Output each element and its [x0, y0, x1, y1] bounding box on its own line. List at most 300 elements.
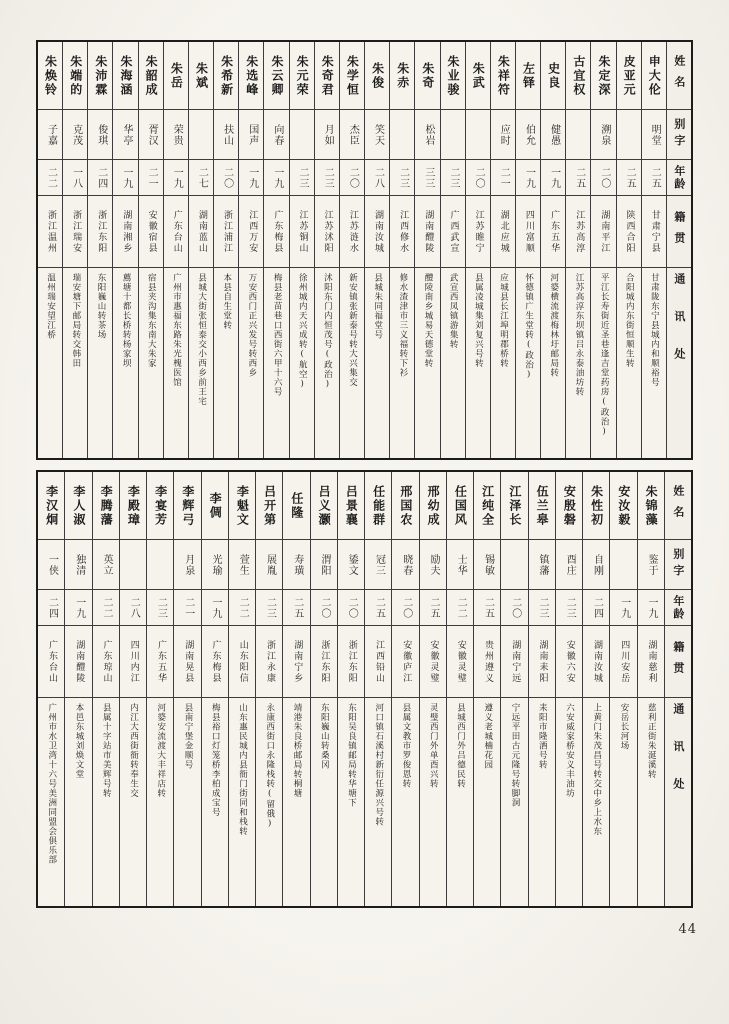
person-address: 武宣西凤镇游集转: [448, 273, 459, 349]
person-native: 浙江温州: [45, 209, 56, 254]
native-cell: [642, 196, 666, 268]
person-column: [466, 42, 491, 458]
native-cell: [338, 626, 364, 698]
age-cell: [139, 160, 163, 196]
person-name: 朱云卿: [269, 54, 284, 97]
person-address: 东阳巍山转茶场: [95, 273, 106, 340]
person-column: [591, 42, 616, 458]
address-cell: [491, 268, 515, 458]
name-cell: [617, 42, 641, 110]
person-address: 广州市水卫湾十六号美洲同盟会俱乐部: [46, 703, 57, 865]
person-alias: 萱生: [237, 553, 249, 576]
alias-cell: [541, 110, 565, 160]
native-cell: [556, 626, 582, 698]
address-cell: [38, 268, 62, 458]
person-native: 广东琼山: [101, 639, 112, 684]
alias-cell: [501, 540, 527, 590]
person-age: 一九: [120, 166, 132, 189]
person-age: 二一: [498, 166, 510, 189]
person-column: [566, 42, 591, 458]
person-name: 朱赤: [395, 61, 410, 90]
name-cell: [239, 42, 263, 110]
header-name-cell: [667, 42, 691, 110]
person-name: 朱学恒: [345, 54, 360, 97]
person-native: 广东五华: [549, 209, 560, 254]
person-age: 二二: [237, 596, 249, 619]
person-name: 朱俊: [370, 61, 385, 90]
header-name-cell: [665, 472, 691, 540]
alias-cell: [202, 540, 228, 590]
person-column: [583, 472, 610, 906]
person-column: [239, 42, 264, 458]
person-name: 吕景襄: [344, 484, 359, 527]
person-name: 李倜: [208, 491, 223, 520]
address-cell: [120, 698, 146, 906]
person-alias: 月泉: [182, 553, 194, 576]
header-alias-cell: [667, 110, 691, 160]
native-cell: [256, 626, 282, 698]
alias-cell: [38, 110, 62, 160]
name-cell: [147, 472, 173, 540]
person-name: 吕义灏: [317, 484, 332, 527]
native-cell: [541, 196, 565, 268]
person-name: 江纯全: [480, 484, 495, 527]
directory-table-bottom: [36, 470, 693, 908]
age-cell: [189, 160, 213, 196]
age-cell: [63, 160, 87, 196]
name-cell: [610, 472, 636, 540]
person-address: 合阳城内东街恒顺生转: [624, 273, 635, 368]
header-column: [665, 472, 691, 906]
person-column: [290, 42, 315, 458]
address-cell: [338, 698, 364, 906]
person-age: 一九: [73, 596, 85, 619]
person-column: [174, 472, 201, 906]
age-cell: [617, 160, 641, 196]
header-label-alias: 别字: [671, 548, 685, 581]
person-age: 二〇: [598, 166, 610, 189]
native-cell: [447, 626, 473, 698]
alias-cell: [516, 110, 540, 160]
person-age: 一九: [171, 166, 183, 189]
person-column: [447, 472, 474, 906]
person-alias: 镇藩: [537, 553, 549, 576]
native-cell: [113, 196, 137, 268]
age-cell: [290, 160, 314, 196]
address-cell: [642, 268, 666, 458]
native-cell: [63, 196, 87, 268]
address-cell: [65, 698, 91, 906]
person-column: [214, 42, 239, 458]
header-alias-cell: [665, 540, 691, 590]
name-cell: [113, 42, 137, 110]
person-address: 沭阳东门内恒茂号(政治): [322, 273, 333, 390]
person-address: 县属凌城集刘复兴号转: [473, 273, 484, 368]
native-cell: [147, 626, 173, 698]
native-cell: [583, 626, 609, 698]
person-native: 湖南宁远: [510, 639, 521, 684]
person-address: 靖港朱良桥邮局转桐塘: [291, 703, 302, 798]
age-cell: [120, 590, 146, 626]
person-age: 二二: [45, 166, 57, 189]
person-native: 安徽灵璧: [428, 639, 439, 684]
name-cell: [189, 42, 213, 110]
person-address: 内江大西街衙转奉生交: [128, 703, 139, 798]
age-cell: [93, 590, 119, 626]
person-age: 三三: [422, 166, 434, 189]
age-cell: [516, 160, 540, 196]
alias-cell: [390, 110, 414, 160]
person-address: 县城朱同福堂号: [372, 273, 383, 340]
person-native: 浙江浦江: [222, 209, 233, 254]
person-name: 任能群: [371, 484, 386, 527]
address-cell: [556, 698, 582, 906]
name-cell: [340, 42, 364, 110]
person-age: 二三: [564, 596, 576, 619]
name-cell: [93, 472, 119, 540]
person-address: 江苏高淳东坝镇吕永泰油坊转: [573, 273, 584, 397]
person-alias: 冠三: [373, 553, 385, 576]
person-column: [556, 472, 583, 906]
age-cell: [365, 590, 391, 626]
alias-cell: [65, 540, 91, 590]
name-cell: [63, 42, 87, 110]
age-cell: [447, 590, 473, 626]
person-column: [311, 472, 338, 906]
person-address: 县属十字站市美辉号转: [101, 703, 112, 798]
person-address: 修水渣津市三义福转下衫: [397, 273, 408, 378]
age-cell: [566, 160, 590, 196]
person-native: 浙江东阳: [346, 639, 357, 684]
person-alias: 明堂: [649, 123, 661, 146]
native-cell: [491, 196, 515, 268]
person-age: 一九: [523, 166, 535, 189]
person-native: 江西修水: [398, 209, 409, 254]
person-name: 朱选峰: [244, 54, 259, 97]
person-age: 二二: [101, 596, 113, 619]
person-alias: 晓春: [400, 553, 412, 576]
age-cell: [466, 160, 490, 196]
header-label-native: 籍贯: [671, 640, 685, 683]
person-alias: 士华: [455, 553, 467, 576]
alias-cell: [147, 540, 173, 590]
native-cell: [474, 626, 500, 698]
header-native-cell: [667, 196, 691, 268]
alias-cell: [566, 110, 590, 160]
person-address: 平江长寿街近圣巷逢吉堂药房(政治): [599, 273, 610, 438]
alias-cell: [338, 540, 364, 590]
person-name: 朱斌: [194, 61, 209, 90]
native-cell: [164, 196, 188, 268]
name-cell: [139, 42, 163, 110]
person-age: 二三: [447, 166, 459, 189]
person-address: 慈利正街朱涎溪转: [646, 703, 657, 779]
person-column: [516, 42, 541, 458]
alias-cell: [491, 110, 515, 160]
name-cell: [447, 472, 473, 540]
person-name: 李殿璋: [126, 484, 141, 527]
person-age: 二三: [155, 596, 167, 619]
alias-cell: [638, 540, 664, 590]
person-native: 湖北应城: [498, 209, 509, 254]
alias-cell: [610, 540, 636, 590]
address-cell: [139, 268, 163, 458]
alias-cell: [290, 110, 314, 160]
native-cell: [311, 626, 337, 698]
native-cell: [610, 626, 636, 698]
native-cell: [189, 196, 213, 268]
person-name: 朱岳: [169, 61, 184, 90]
person-age: 二五: [482, 596, 494, 619]
native-cell: [65, 626, 91, 698]
person-alias: 笑天: [372, 123, 384, 146]
person-address: 本邑东城刘焕文堂: [73, 703, 84, 779]
person-address: 温州瑞安望江桥: [45, 273, 56, 340]
person-age: 一九: [246, 166, 258, 189]
name-cell: [338, 472, 364, 540]
age-cell: [38, 590, 64, 626]
name-cell: [38, 42, 62, 110]
address-cell: [566, 268, 590, 458]
person-age: 一九: [548, 166, 560, 189]
person-native: 江苏沭阳: [322, 209, 333, 254]
native-cell: [202, 626, 228, 698]
person-name: 皮亚元: [622, 54, 637, 97]
person-name: 朱端的: [68, 54, 83, 97]
person-column: [283, 472, 310, 906]
age-cell: [113, 160, 137, 196]
person-address: 宁远平田古元隆号转脚洞: [509, 703, 520, 808]
age-cell: [541, 160, 565, 196]
age-cell: [164, 160, 188, 196]
person-native: 江西铅山: [373, 639, 384, 684]
alias-cell: [365, 110, 389, 160]
person-name: 古宜权: [571, 54, 586, 97]
alias-cell: [315, 110, 339, 160]
person-name: 李汉炯: [44, 484, 59, 527]
age-cell: [311, 590, 337, 626]
person-name: 朱焕铃: [43, 54, 58, 97]
person-column: [340, 42, 365, 458]
name-cell: [214, 42, 238, 110]
native-cell: [415, 196, 439, 268]
person-name: 李人淑: [71, 484, 86, 527]
person-address: 梅县老苗巷口西街六甲十六号: [272, 273, 283, 397]
alias-cell: [447, 540, 473, 590]
person-column: [65, 472, 92, 906]
person-native: 江苏睢宁: [473, 209, 484, 254]
person-native: 江苏高淳: [574, 209, 585, 254]
age-cell: [264, 160, 288, 196]
person-alias: 独清: [73, 553, 85, 576]
person-address: 应城县长江埠明郡桥转: [498, 273, 509, 368]
person-native: 安徽灵璧: [455, 639, 466, 684]
address-cell: [501, 698, 527, 906]
age-cell: [610, 590, 636, 626]
person-column: [474, 472, 501, 906]
alias-cell: [93, 540, 119, 590]
person-age: 一九: [210, 596, 222, 619]
address-cell: [214, 268, 238, 458]
person-native: 四川内江: [128, 639, 139, 684]
person-age: 一九: [646, 596, 658, 619]
person-age: 二三: [297, 166, 309, 189]
native-cell: [315, 196, 339, 268]
person-native: 甘肃宁县: [649, 209, 660, 254]
person-age: 二〇: [509, 596, 521, 619]
person-address: 耒阳市隆酒号转: [537, 703, 548, 770]
person-address: 六安威家桥安义丰油坊: [564, 703, 575, 798]
person-address: 上黄门朱茂昌号转交中乡上水东: [591, 703, 602, 836]
person-alias: 寿璜: [291, 553, 303, 576]
alias-cell: [256, 540, 282, 590]
alias-cell: [617, 110, 641, 160]
person-alias: 自刚: [591, 553, 603, 576]
native-cell: [365, 196, 389, 268]
person-alias: 应时: [498, 123, 510, 146]
native-cell: [501, 626, 527, 698]
person-column: [38, 472, 65, 906]
name-cell: [264, 42, 288, 110]
alias-cell: [583, 540, 609, 590]
person-column: [491, 42, 516, 458]
person-age: 一八: [70, 166, 82, 189]
native-cell: [239, 196, 263, 268]
age-cell: [474, 590, 500, 626]
person-name: 朱韶成: [144, 54, 159, 97]
header-address-cell: [667, 268, 691, 458]
person-address: 河口镇石溪村新衍任源兴号转: [373, 703, 384, 827]
native-cell: [441, 196, 465, 268]
person-column: [610, 472, 637, 906]
age-cell: [283, 590, 309, 626]
person-native: 广东五华: [155, 639, 166, 684]
person-age: 二四: [46, 596, 58, 619]
alias-cell: [189, 110, 213, 160]
person-address: 县城大街张恒泰交小西乡前王宅: [196, 273, 207, 406]
person-address: 广州市惠福东路朱光槐医馆: [171, 273, 182, 387]
age-cell: [239, 160, 263, 196]
person-address: 新安镇张新泰号转大兴集交: [347, 273, 358, 387]
header-label-age: 年龄: [672, 164, 686, 191]
person-alias: 一侠: [46, 553, 58, 576]
name-cell: [583, 472, 609, 540]
address-cell: [420, 698, 446, 906]
person-age: 二一: [146, 166, 158, 189]
person-age: 二五: [624, 166, 636, 189]
person-native: 安徽宿县: [146, 209, 157, 254]
native-cell: [229, 626, 255, 698]
person-alias: 克茂: [70, 123, 82, 146]
person-age: 二三: [397, 166, 409, 189]
person-age: 二〇: [221, 166, 233, 189]
person-native: 湖南慈利: [646, 639, 657, 684]
person-native: 湖南湘乡: [121, 209, 132, 254]
person-native: 贵州遵义: [482, 639, 493, 684]
alias-cell: [283, 540, 309, 590]
person-native: 湖南汝城: [372, 209, 383, 254]
header-label-alias: 别字: [672, 118, 686, 151]
person-alias: 子嘉: [45, 123, 57, 146]
person-name: 朱海涵: [119, 54, 134, 97]
address-cell: [229, 698, 255, 906]
person-column: [147, 472, 174, 906]
native-cell: [174, 626, 200, 698]
person-name: 吕开第: [262, 484, 277, 527]
address-cell: [392, 698, 418, 906]
person-native: 山东阳信: [237, 639, 248, 684]
person-alias: 酉庄: [564, 553, 576, 576]
age-cell: [38, 160, 62, 196]
address-cell: [93, 698, 119, 906]
person-address: 宿县夹沟集东南大朱家: [146, 273, 157, 368]
native-cell: [290, 196, 314, 268]
person-name: 李辉弓: [180, 484, 195, 527]
person-age: 二二: [455, 596, 467, 619]
person-alias: 鉴于: [646, 553, 658, 576]
person-alias: 松岩: [422, 123, 434, 146]
person-name: 李魁文: [235, 484, 250, 527]
age-cell: [415, 160, 439, 196]
alias-cell: [529, 540, 555, 590]
address-cell: [164, 268, 188, 458]
address-cell: [239, 268, 263, 458]
person-age: 二八: [128, 596, 140, 619]
name-cell: [174, 472, 200, 540]
person-column: [139, 42, 164, 458]
person-column: [642, 42, 667, 458]
person-native: 浙江东阳: [319, 639, 330, 684]
person-column: [88, 42, 113, 458]
alias-cell: [174, 540, 200, 590]
alias-cell: [113, 110, 137, 160]
person-alias: 荣贵: [171, 123, 183, 146]
person-column: [365, 42, 390, 458]
person-column: [617, 42, 642, 458]
person-native: 江苏铜山: [297, 209, 308, 254]
person-native: 湖南晃县: [183, 639, 194, 684]
directory-table-top: [36, 40, 693, 460]
person-address: 怀德镇广生堂转(政治): [523, 273, 534, 381]
name-cell: [365, 42, 389, 110]
person-address: 永康西街口永隆栈转(留俄): [264, 703, 275, 830]
native-cell: [566, 196, 590, 268]
person-address: 瑞安塘下邮局转交韩田: [70, 273, 81, 368]
person-alias: 华亭: [120, 123, 132, 146]
person-address: 万安西门正兴发号转西乡: [246, 273, 257, 378]
name-cell: [501, 472, 527, 540]
age-cell: [583, 590, 609, 626]
person-alias: 伯允: [523, 123, 535, 146]
address-cell: [415, 268, 439, 458]
native-cell: [529, 626, 555, 698]
person-column: [202, 472, 229, 906]
header-label-address: 通讯处: [672, 273, 686, 386]
person-age: 二四: [591, 596, 603, 619]
age-cell: [491, 160, 515, 196]
person-name: 朱希新: [219, 54, 234, 97]
name-cell: [491, 42, 515, 110]
person-native: 江西万安: [247, 209, 258, 254]
address-cell: [441, 268, 465, 458]
person-native: 湖南汝城: [591, 639, 602, 684]
header-column: [667, 42, 691, 458]
native-cell: [466, 196, 490, 268]
alias-cell: [88, 110, 112, 160]
person-age: 二七: [196, 166, 208, 189]
person-alias: 溯泉: [598, 123, 610, 146]
native-cell: [392, 626, 418, 698]
